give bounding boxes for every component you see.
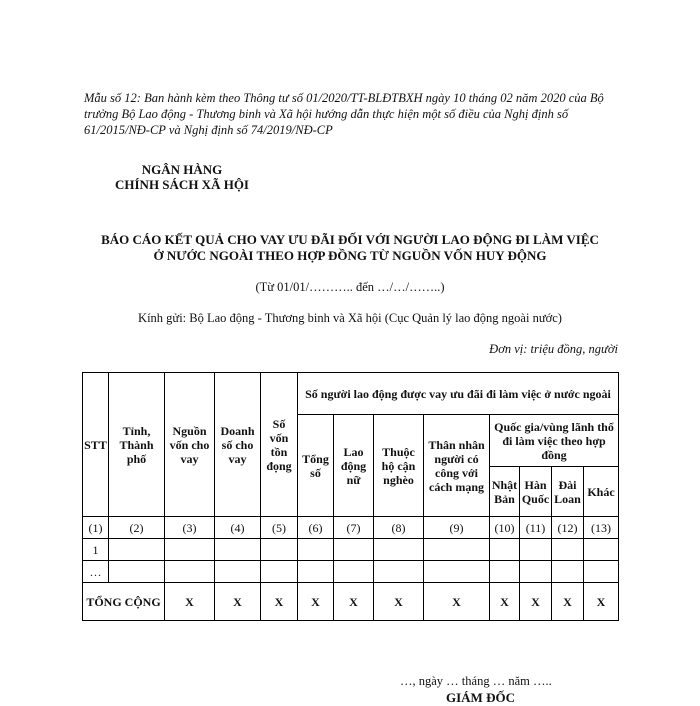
col-number: (5) — [261, 517, 298, 539]
report-title-line-1: BÁO CÁO KẾT QUẢ CHO VAY ƯU ĐÃI ĐỐI VỚI NGƯỜI LAO ĐỘNG ĐI LÀM VIỆC — [101, 232, 599, 247]
header-stt: STT — [83, 373, 109, 517]
empty-cell — [520, 561, 552, 583]
empty-cell — [215, 561, 261, 583]
empty-cell — [552, 539, 584, 561]
header-total: Tổng số — [298, 415, 334, 517]
issuer-line-2: CHÍNH SÁCH XÃ HỘI — [115, 177, 249, 192]
signer-title: GIÁM ĐỐC — [446, 690, 515, 705]
empty-cell — [334, 561, 374, 583]
empty-cell — [584, 539, 619, 561]
x-mark: X — [584, 583, 619, 621]
x-mark: X — [424, 583, 490, 621]
report-title-line-2: Ở NƯỚC NGOÀI THEO HỢP ĐỒNG TỪ NGUỒN VỐN HUY ĐỘNG — [153, 248, 547, 263]
empty-cell — [165, 539, 215, 561]
unit-note: Đơn vị: triệu đồng, người — [489, 342, 618, 356]
empty-cell — [261, 539, 298, 561]
col-number: (13) — [584, 517, 619, 539]
header-near-poor: Thuộc hộ cận nghèo — [374, 415, 424, 517]
issuer-line-1: NGÂN HÀNG — [141, 162, 223, 177]
empty-cell — [298, 539, 334, 561]
total-label: TỔNG CỘNG — [83, 583, 165, 621]
header-capital-source: Nguồn vốn cho vay — [165, 373, 215, 517]
col-number: (12) — [552, 517, 584, 539]
recipient-line: Kính gửi: Bộ Lao động - Thương binh và Xã hội (Cục Quản lý lao động ngoài nước) — [138, 311, 562, 325]
header-relatives: Thân nhân người có công với cách mạng — [424, 415, 490, 517]
header-female-workers: Lao động nữ — [334, 415, 374, 517]
column-number-row — [83, 517, 619, 539]
header-japan: Nhật Bản — [490, 467, 520, 517]
header-korea: Hàn Quốc — [520, 467, 552, 517]
total-row — [83, 583, 619, 621]
empty-cell — [490, 561, 520, 583]
empty-cell — [424, 539, 490, 561]
empty-cell — [109, 561, 165, 583]
header-loan-sales: Doanh số cho vay — [215, 373, 261, 517]
header-other: Khác — [584, 467, 619, 517]
table-row — [83, 539, 619, 561]
x-mark: X — [520, 583, 552, 621]
report-table — [82, 372, 619, 621]
empty-cell — [424, 561, 490, 583]
x-mark: X — [552, 583, 584, 621]
col-number: (9) — [424, 517, 490, 539]
report-title — [80, 232, 620, 264]
col-number: (8) — [374, 517, 424, 539]
empty-cell — [109, 539, 165, 561]
signature-date: …, ngày … tháng … năm ….. — [400, 674, 552, 688]
issuer-block — [92, 162, 272, 192]
x-mark: X — [165, 583, 215, 621]
col-number: (2) — [109, 517, 165, 539]
col-number: (6) — [298, 517, 334, 539]
x-mark: X — [490, 583, 520, 621]
x-mark: X — [374, 583, 424, 621]
x-mark: X — [261, 583, 298, 621]
empty-cell — [584, 561, 619, 583]
header-countries: Quốc gia/vùng lãnh thổ đi làm việc theo hợp đồng — [490, 415, 619, 467]
col-number: (11) — [520, 517, 552, 539]
empty-cell — [165, 561, 215, 583]
row-index: … — [83, 561, 109, 583]
col-number: (1) — [83, 517, 109, 539]
x-mark: X — [334, 583, 374, 621]
header-province: Tỉnh, Thành phố — [109, 373, 165, 517]
col-number: (7) — [334, 517, 374, 539]
empty-cell — [374, 561, 424, 583]
empty-cell — [520, 539, 552, 561]
header-workers-group: Số người lao động được vay ưu đãi đi làm việc ở nước ngoài — [298, 373, 619, 415]
row-index: 1 — [83, 539, 109, 561]
empty-cell — [552, 561, 584, 583]
col-number: (10) — [490, 517, 520, 539]
empty-cell — [298, 561, 334, 583]
header-outstanding-capital: Số vốn tồn đọng — [261, 373, 298, 517]
report-period: (Từ 01/01/……….. đến …/…/……..) — [255, 280, 445, 294]
col-number: (3) — [165, 517, 215, 539]
header-taiwan: Đài Loan — [552, 467, 584, 517]
col-number: (4) — [215, 517, 261, 539]
empty-cell — [215, 539, 261, 561]
x-mark: X — [215, 583, 261, 621]
x-mark: X — [298, 583, 334, 621]
empty-cell — [374, 539, 424, 561]
form-reference-note: Mẫu số 12: Ban hành kèm theo Thông tư số 01/2020/TT-BLĐTBXH ngày 10 tháng 02 năm 2020 của Bộ trưởng Bộ Lao động - Thương binh và Xã hội hướng dẫn thực hiện một số điều của Nghị định số 61/2015/NĐ-CP và Nghị định số 74/2019/NĐ-CP — [84, 91, 604, 137]
table-row — [83, 561, 619, 583]
empty-cell — [261, 561, 298, 583]
empty-cell — [490, 539, 520, 561]
empty-cell — [334, 539, 374, 561]
